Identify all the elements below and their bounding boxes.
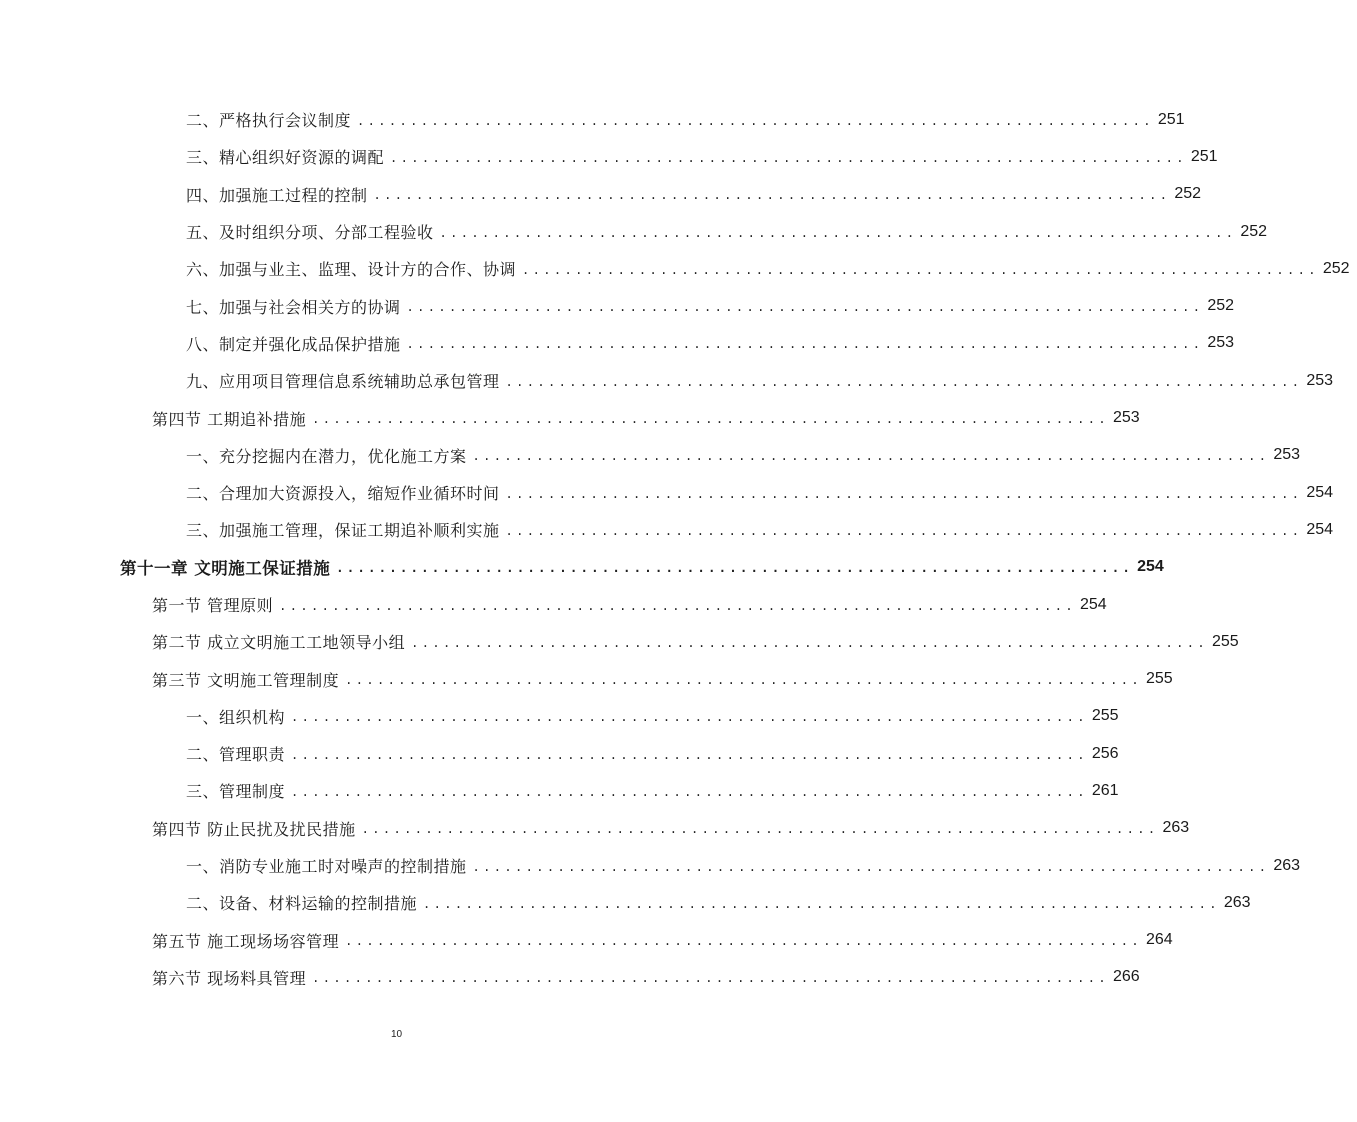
toc-dot-leader: ........................................................................... bbox=[406, 337, 1204, 352]
toc-dot-leader: ........................................................................... bbox=[312, 412, 1109, 427]
toc-entry[interactable] bbox=[0, 586, 1107, 623]
toc-entry-page: 254 bbox=[1306, 483, 1334, 501]
toc-entry-page: 253 bbox=[1306, 371, 1334, 389]
toc-dot-leader: ........................................................................... bbox=[406, 300, 1204, 315]
toc-entry-title: 二、设备、材料运输的控制措施 bbox=[186, 894, 418, 914]
toc-entry-page: 252 bbox=[1174, 185, 1202, 203]
toc-chapter-title: 第十一章 文明施工保证措施 bbox=[120, 559, 331, 579]
toc-dot-leader: ........................................................................... bbox=[291, 784, 1088, 799]
toc-entry-title: 第二节 成立文明施工工地领导小组 bbox=[152, 633, 406, 653]
toc-entry-title: 二、严格执行会议制度 bbox=[186, 111, 352, 131]
toc-entry-page: 266 bbox=[1112, 968, 1140, 986]
toc-entry-page: 263 bbox=[1273, 856, 1301, 874]
toc-entry-title: 第五节 施工现场场容管理 bbox=[152, 931, 340, 951]
toc-entry-title: 九、应用项目管理信息系统辅助总承包管理 bbox=[186, 372, 500, 392]
toc-dot-leader: ........................................................................... bbox=[373, 188, 1171, 203]
toc-dot-leader: ........................................................................... bbox=[345, 673, 1142, 688]
toc-dot-leader: ........................................................................... bbox=[522, 262, 1319, 277]
toc-chapter-entry[interactable] bbox=[0, 549, 1164, 586]
toc-dot-leader: ........................................................................... bbox=[390, 150, 1187, 165]
toc-entry-page: 251 bbox=[1157, 110, 1185, 128]
toc-dot-leader: ........................................................................... bbox=[336, 561, 1134, 576]
toc-entry[interactable] bbox=[0, 623, 1239, 660]
toc-entry-page: 253 bbox=[1273, 446, 1301, 464]
toc-entry-title: 第四节 防止民扰及扰民措施 bbox=[152, 819, 356, 839]
toc-entry[interactable] bbox=[0, 250, 1350, 287]
toc-dot-leader: ........................................................................... bbox=[472, 449, 1270, 464]
toc-entry-page: 256 bbox=[1091, 744, 1119, 762]
toc-dot-leader: ........................................................................... bbox=[291, 747, 1088, 762]
toc-entry-title: 五、及时组织分项、分部工程验收 bbox=[186, 223, 434, 243]
toc-entry-page: 253 bbox=[1112, 409, 1140, 427]
toc-entry[interactable] bbox=[0, 101, 1185, 138]
toc-entry-page: 253 bbox=[1207, 334, 1235, 352]
toc-entry-page: 263 bbox=[1223, 893, 1251, 911]
toc-entry-page: 254 bbox=[1306, 520, 1334, 538]
toc-entry[interactable] bbox=[0, 922, 1173, 959]
toc-entry-title: 六、加强与业主、监理、设计方的合作、协调 bbox=[186, 260, 517, 280]
toc-entry-title: 三、管理制度 bbox=[186, 782, 286, 802]
toc-entry[interactable] bbox=[0, 660, 1173, 697]
toc-entry[interactable] bbox=[0, 511, 1334, 548]
toc-dot-leader: ........................................................................... bbox=[423, 896, 1220, 911]
toc-entry-page: 254 bbox=[1079, 595, 1107, 613]
toc-dot-leader: ........................................................................... bbox=[472, 859, 1270, 874]
toc-dot-leader: ........................................................................... bbox=[505, 486, 1303, 501]
toc-entry-page: 254 bbox=[1137, 558, 1164, 576]
toc-entry-page: 252 bbox=[1240, 222, 1268, 240]
toc-entry-page: 252 bbox=[1207, 297, 1235, 315]
toc-entry[interactable] bbox=[0, 176, 1202, 213]
toc-entry-title: 第六节 现场料具管理 bbox=[152, 968, 307, 988]
toc-entry[interactable] bbox=[0, 698, 1119, 735]
toc-entry-title: 一、充分挖掘内在潜力，优化施工方案 bbox=[186, 446, 467, 466]
toc-entry[interactable] bbox=[0, 772, 1119, 809]
toc-entry-title: 第四节 工期追补措施 bbox=[152, 409, 307, 429]
toc-entry[interactable] bbox=[0, 959, 1140, 996]
toc-entry-page: 251 bbox=[1190, 147, 1218, 165]
page-number: 10 bbox=[390, 1029, 403, 1040]
toc-dot-leader: ........................................................................... bbox=[439, 225, 1237, 240]
toc-entry-page: 255 bbox=[1091, 707, 1119, 725]
toc-entry[interactable] bbox=[0, 362, 1334, 399]
toc-entry-page: 261 bbox=[1091, 781, 1119, 799]
toc-entry[interactable] bbox=[0, 810, 1190, 847]
toc-entry[interactable] bbox=[0, 735, 1119, 772]
toc-entry-title: 第一节 管理原则 bbox=[152, 596, 274, 615]
toc-entry[interactable] bbox=[0, 847, 1301, 884]
toc-dot-leader: ........................................................................... bbox=[411, 635, 1208, 650]
toc-entry[interactable] bbox=[0, 325, 1235, 362]
table-of-contents bbox=[0, 101, 1350, 996]
toc-entry[interactable] bbox=[0, 213, 1268, 250]
toc-dot-leader: ........................................................................... bbox=[361, 822, 1159, 837]
toc-entry-title: 四、加强施工过程的控制 bbox=[186, 185, 368, 205]
toc-entry[interactable] bbox=[0, 474, 1334, 511]
toc-entry[interactable] bbox=[0, 138, 1218, 175]
toc-entry-page: 252 bbox=[1322, 259, 1350, 277]
toc-entry-title: 三、加强施工管理，保证工期追补顺利实施 bbox=[186, 521, 500, 541]
toc-dot-leader: ........................................................................... bbox=[357, 113, 1154, 128]
toc-entry-page: 264 bbox=[1145, 931, 1173, 949]
toc-entry-title: 二、管理职责 bbox=[186, 745, 286, 765]
toc-dot-leader: ........................................................................... bbox=[345, 934, 1142, 949]
toc-entry-title: 一、组织机构 bbox=[186, 707, 286, 727]
toc-entry-title: 二、合理加大资源投入，缩短作业循环时间 bbox=[186, 484, 500, 504]
toc-entry[interactable] bbox=[0, 287, 1235, 324]
toc-entry-page: 263 bbox=[1162, 819, 1190, 837]
toc-dot-leader: ........................................................................... bbox=[505, 523, 1303, 538]
toc-entry-title: 八、制定并强化成品保护措施 bbox=[186, 334, 401, 354]
toc-entry[interactable] bbox=[0, 437, 1301, 474]
toc-entry-title: 第三节 文明施工管理制度 bbox=[152, 670, 340, 690]
toc-entry-title: 一、消防专业施工时对噪声的控制措施 bbox=[186, 857, 467, 877]
toc-dot-leader: ........................................................................... bbox=[312, 971, 1109, 986]
toc-dot-leader: ........................................................................... bbox=[279, 598, 1076, 613]
toc-entry-page: 255 bbox=[1145, 670, 1173, 688]
toc-entry[interactable] bbox=[0, 884, 1251, 921]
toc-entry-title: 三、精心组织好资源的调配 bbox=[186, 148, 385, 168]
toc-entry-page: 255 bbox=[1211, 632, 1239, 650]
toc-dot-leader: ........................................................................... bbox=[291, 710, 1088, 725]
toc-entry-title: 七、加强与社会相关方的协调 bbox=[186, 297, 401, 317]
toc-entry[interactable] bbox=[0, 399, 1140, 436]
toc-dot-leader: ........................................................................... bbox=[505, 374, 1303, 389]
